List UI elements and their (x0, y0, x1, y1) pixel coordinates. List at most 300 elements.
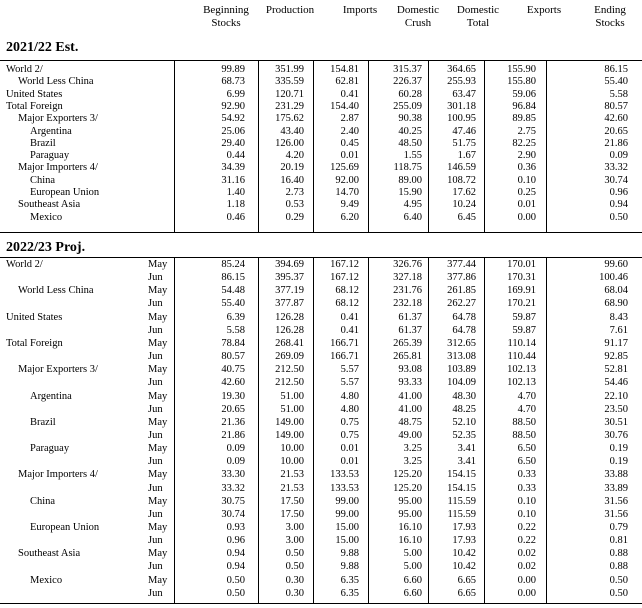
cell-production: 10.00 (280, 456, 304, 468)
cell-domestic-crush: 93.33 (398, 377, 422, 389)
cell-exports: 102.13 (507, 364, 536, 376)
cell-domestic-total: 100.95 (447, 113, 476, 125)
cell-production: 43.40 (280, 125, 304, 137)
cell-imports: 15.00 (335, 522, 359, 533)
cell-beginning-stocks: 0.94 (226, 548, 245, 560)
cell-production: 394.69 (275, 259, 304, 270)
column-divider (258, 60, 259, 233)
cell-ending-stocks: 0.19 (609, 443, 628, 455)
cell-ending-stocks: 100.46 (599, 272, 628, 284)
row-month: May (148, 337, 168, 349)
cell-imports: 9.88 (340, 561, 359, 573)
cell-imports: 5.57 (340, 364, 359, 376)
cell-ending-stocks: 55.40 (604, 76, 628, 88)
header-line: Domestic (396, 4, 440, 16)
cell-beginning-stocks: 0.46 (226, 211, 245, 223)
row-label: Total Foreign (6, 100, 63, 112)
cell-ending-stocks: 23.50 (604, 403, 628, 415)
cell-ending-stocks: 20.65 (604, 125, 628, 137)
cell-exports: 59.06 (512, 88, 536, 100)
header-ending-stocks (570, 4, 642, 30)
cell-imports: 0.45 (340, 137, 359, 149)
column-divider (368, 60, 369, 233)
cell-domestic-crush: 41.00 (398, 403, 422, 415)
cell-domestic-total: 52.35 (452, 429, 476, 441)
cell-exports: 0.36 (517, 162, 536, 174)
cell-domestic-crush: 61.37 (398, 311, 422, 323)
row-month: Jun (148, 561, 163, 573)
cell-domestic-crush: 4.95 (403, 199, 422, 211)
cell-production: 16.40 (280, 174, 304, 186)
row-month: May (148, 574, 168, 586)
cell-exports: 6.50 (517, 443, 536, 455)
cell-domestic-crush: 48.50 (398, 137, 422, 149)
column-divider (313, 60, 314, 233)
cell-domestic-crush: 61.37 (398, 324, 422, 336)
cell-beginning-stocks: 0.09 (226, 456, 245, 468)
cell-domestic-total: 17.93 (452, 535, 476, 547)
header-line: Exports (526, 4, 562, 16)
row-label: United States (6, 88, 63, 100)
row-month: Jun (148, 429, 163, 441)
cell-domestic-total: 63.47 (452, 88, 476, 100)
cell-domestic-total: 48.25 (452, 403, 476, 415)
header-line: Imports (342, 4, 378, 16)
cell-beginning-stocks: 21.86 (221, 429, 245, 441)
cell-domestic-total: 3.41 (457, 443, 476, 455)
cell-imports: 0.41 (340, 311, 359, 323)
row-month: Jun (148, 456, 163, 468)
cell-production: 0.50 (285, 561, 304, 573)
cell-production: 351.99 (275, 64, 304, 75)
row-label: World Less China (18, 285, 94, 297)
cell-beginning-stocks: 19.30 (221, 390, 245, 402)
row-month: May (148, 390, 168, 402)
header-production (250, 4, 330, 30)
header-line: Stocks (211, 17, 241, 29)
cell-ending-stocks: 80.57 (604, 100, 628, 112)
row-month: Jun (148, 272, 163, 284)
cell-production: 17.50 (280, 495, 304, 507)
cell-ending-stocks: 31.56 (604, 495, 628, 507)
cell-exports: 155.80 (507, 76, 536, 88)
cell-imports: 99.00 (335, 508, 359, 520)
cell-beginning-stocks: 30.74 (221, 508, 245, 520)
cell-imports: 4.80 (340, 403, 359, 415)
cell-domestic-total: 3.41 (457, 456, 476, 468)
row-month: Jun (148, 587, 163, 599)
cell-domestic-crush: 93.08 (398, 364, 422, 376)
cell-exports: 59.87 (512, 311, 536, 323)
cell-ending-stocks: 86.15 (604, 64, 628, 75)
cell-beginning-stocks: 68.73 (221, 76, 245, 88)
cell-domestic-crush: 3.25 (403, 443, 422, 455)
cell-beginning-stocks: 33.30 (221, 469, 245, 481)
column-divider (368, 257, 369, 603)
header-line: Beginning (203, 4, 249, 16)
cell-ending-stocks: 30.51 (604, 416, 628, 428)
cell-domestic-total: 255.93 (447, 76, 476, 88)
cell-imports: 154.81 (330, 64, 359, 75)
cell-domestic-crush: 16.10 (398, 522, 422, 533)
cell-production: 269.09 (275, 351, 304, 363)
cell-exports: 6.50 (517, 456, 536, 468)
section-title: 2021/22 Est. (6, 40, 79, 55)
cell-production: 51.00 (280, 390, 304, 402)
cell-domestic-crush: 265.81 (393, 351, 422, 363)
column-divider (484, 60, 485, 233)
row-label: European Union (30, 522, 100, 533)
cell-exports: 169.91 (507, 285, 536, 297)
cell-exports: 4.70 (517, 390, 536, 402)
row-label: Brazil (30, 416, 56, 428)
column-divider (174, 257, 175, 603)
cell-imports: 0.41 (340, 88, 359, 100)
cell-beginning-stocks: 33.32 (221, 482, 245, 494)
cell-exports: 2.75 (517, 125, 536, 137)
row-month: May (148, 469, 168, 481)
cell-production: 20.19 (280, 162, 304, 174)
cell-domestic-crush: 118.75 (393, 162, 422, 174)
cell-domestic-total: 51.75 (452, 137, 476, 149)
cell-domestic-crush: 125.20 (393, 482, 422, 494)
cell-imports: 9.88 (340, 548, 359, 560)
cell-domestic-total: 48.30 (452, 390, 476, 402)
cell-domestic-total: 377.86 (447, 272, 476, 284)
cell-domestic-total: 115.59 (447, 508, 476, 520)
cell-ending-stocks: 7.61 (609, 324, 628, 336)
row-month: Jun (148, 508, 163, 520)
column-divider (428, 60, 429, 233)
cell-ending-stocks: 31.56 (604, 508, 628, 520)
cell-ending-stocks: 52.81 (604, 364, 628, 376)
cell-domestic-total: 6.65 (457, 587, 476, 599)
cell-exports: 0.33 (517, 469, 536, 481)
row-label: Mexico (30, 574, 63, 586)
cell-production: 10.00 (280, 443, 304, 455)
cell-domestic-total: 52.10 (452, 416, 476, 428)
cell-ending-stocks: 30.74 (604, 174, 628, 186)
row-label: European Union (30, 187, 100, 198)
cell-domestic-crush: 15.90 (398, 187, 422, 198)
cell-exports: 155.90 (507, 64, 536, 75)
section-title: 2022/23 Proj. (6, 240, 86, 255)
cell-domestic-total: 312.65 (447, 337, 476, 349)
cell-imports: 6.20 (340, 211, 359, 223)
cell-beginning-stocks: 31.16 (221, 174, 245, 186)
row-label: Mexico (30, 211, 63, 223)
cell-exports: 2.90 (517, 150, 536, 162)
row-label: China (30, 174, 56, 186)
cell-beginning-stocks: 29.40 (221, 137, 245, 149)
cell-domestic-total: 10.24 (452, 199, 476, 211)
cell-imports: 166.71 (330, 337, 359, 349)
cell-domestic-crush: 255.09 (393, 100, 422, 112)
row-month: May (148, 259, 168, 270)
cell-production: 212.50 (275, 364, 304, 376)
cell-exports: 0.10 (517, 495, 536, 507)
cell-imports: 99.00 (335, 495, 359, 507)
row-month: May (148, 522, 168, 533)
cell-exports: 0.00 (517, 574, 536, 586)
cell-imports: 15.00 (335, 535, 359, 547)
cell-production: 0.29 (285, 211, 304, 223)
cell-ending-stocks: 68.04 (604, 285, 628, 297)
cell-ending-stocks: 0.81 (609, 535, 628, 547)
cell-domestic-crush: 1.55 (403, 150, 422, 162)
cell-beginning-stocks: 78.84 (221, 337, 245, 349)
header-line: Ending (594, 4, 626, 16)
cell-imports: 0.01 (340, 150, 359, 162)
cell-domestic-crush: 60.28 (398, 88, 422, 100)
row-month: Jun (148, 324, 163, 336)
row-month: May (148, 311, 168, 323)
cell-production: 377.87 (275, 298, 304, 310)
column-divider (484, 257, 485, 603)
header-line (250, 17, 330, 30)
cell-production: 212.50 (275, 377, 304, 389)
cell-production: 3.00 (285, 535, 304, 547)
column-divider (428, 257, 429, 603)
cell-ending-stocks: 68.90 (604, 298, 628, 310)
cell-imports: 9.49 (340, 199, 359, 211)
cell-exports: 0.00 (517, 587, 536, 599)
column-divider (546, 257, 547, 603)
cell-imports: 0.01 (340, 456, 359, 468)
cell-domestic-crush: 315.37 (393, 64, 422, 75)
row-label: United States (6, 311, 63, 323)
row-label: Major Importers 4/ (18, 162, 98, 174)
row-month: May (148, 495, 168, 507)
cell-imports: 0.41 (340, 324, 359, 336)
cell-domestic-crush: 6.60 (403, 587, 422, 599)
cell-beginning-stocks: 80.57 (221, 351, 245, 363)
row-month: May (148, 285, 168, 297)
cell-domestic-total: 313.08 (447, 351, 476, 363)
cell-beginning-stocks: 54.92 (221, 113, 245, 125)
cell-domestic-crush: 6.60 (403, 574, 422, 586)
header-line: Stocks (595, 17, 625, 29)
row-label: China (30, 495, 56, 507)
cell-domestic-total: 10.42 (452, 548, 476, 560)
cell-domestic-total: 17.93 (452, 522, 476, 533)
cell-ending-stocks: 0.88 (609, 548, 628, 560)
cell-imports: 6.35 (340, 574, 359, 586)
cell-exports: 0.10 (517, 508, 536, 520)
cell-ending-stocks: 0.94 (609, 199, 628, 211)
cell-imports: 154.40 (330, 100, 359, 112)
cell-imports: 6.35 (340, 587, 359, 599)
cell-production: 120.71 (275, 88, 304, 100)
cell-beginning-stocks: 20.65 (221, 403, 245, 415)
cell-exports: 110.14 (507, 337, 536, 349)
cell-imports: 166.71 (330, 351, 359, 363)
cell-domestic-total: 261.85 (447, 285, 476, 297)
cell-production: 21.53 (280, 469, 304, 481)
cell-domestic-total: 103.89 (447, 364, 476, 376)
cell-beginning-stocks: 0.09 (226, 443, 245, 455)
cell-domestic-total: 6.45 (457, 211, 476, 223)
column-divider (258, 257, 259, 603)
cell-domestic-crush: 3.25 (403, 456, 422, 468)
cell-domestic-total: 146.59 (447, 162, 476, 174)
row-label: Southeast Asia (18, 199, 81, 211)
cell-production: 17.50 (280, 508, 304, 520)
cell-exports: 110.44 (507, 351, 536, 363)
cell-imports: 133.53 (330, 482, 359, 494)
cell-exports: 102.13 (507, 377, 536, 389)
cell-beginning-stocks: 0.50 (226, 587, 245, 599)
row-month: Jun (148, 298, 163, 310)
cell-exports: 0.10 (517, 174, 536, 186)
cell-production: 149.00 (275, 416, 304, 428)
cell-beginning-stocks: 5.58 (226, 324, 245, 336)
row-month: Jun (148, 351, 163, 363)
row-month: Jun (148, 535, 163, 547)
cell-production: 0.30 (285, 587, 304, 599)
cell-beginning-stocks: 40.75 (221, 364, 245, 376)
header-line: Production (265, 4, 315, 16)
cell-beginning-stocks: 6.39 (226, 311, 245, 323)
cell-production: 377.19 (275, 285, 304, 297)
cell-domestic-total: 64.78 (452, 311, 476, 323)
cell-domestic-crush: 226.37 (393, 76, 422, 88)
cell-exports: 170.01 (507, 259, 536, 270)
cell-imports: 14.70 (335, 187, 359, 198)
cell-beginning-stocks: 54.48 (221, 285, 245, 297)
column-divider (546, 60, 547, 233)
cell-beginning-stocks: 0.50 (226, 574, 245, 586)
cell-imports: 167.12 (330, 259, 359, 270)
row-month: May (148, 416, 168, 428)
cell-ending-stocks: 30.76 (604, 429, 628, 441)
cell-imports: 0.75 (340, 416, 359, 428)
cell-domestic-total: 115.59 (447, 495, 476, 507)
cell-production: 395.37 (275, 272, 304, 284)
cell-beginning-stocks: 0.44 (226, 150, 245, 162)
cell-domestic-crush: 6.40 (403, 211, 422, 223)
cell-beginning-stocks: 1.18 (226, 199, 245, 211)
cell-ending-stocks: 21.86 (604, 137, 628, 149)
cell-production: 175.62 (275, 113, 304, 125)
cell-imports: 2.87 (340, 113, 359, 125)
header-line: Total (466, 17, 490, 29)
cell-beginning-stocks: 86.15 (221, 272, 245, 284)
row-month: May (148, 364, 168, 376)
cell-production: 126.28 (275, 324, 304, 336)
column-divider (313, 257, 314, 603)
cell-domestic-crush: 16.10 (398, 535, 422, 547)
row-label: Southeast Asia (18, 548, 81, 560)
cell-domestic-crush: 326.76 (393, 259, 422, 270)
cell-exports: 170.21 (507, 298, 536, 310)
row-month: May (148, 443, 168, 455)
cell-exports: 0.01 (517, 199, 536, 211)
cell-imports: 0.75 (340, 429, 359, 441)
cell-domestic-crush: 232.18 (393, 298, 422, 310)
cell-imports: 125.69 (330, 162, 359, 174)
cell-ending-stocks: 0.50 (609, 574, 628, 586)
cell-production: 4.20 (285, 150, 304, 162)
cell-ending-stocks: 0.19 (609, 456, 628, 468)
cell-domestic-total: 47.46 (452, 125, 476, 137)
cell-exports: 96.84 (512, 100, 536, 112)
cell-ending-stocks: 33.89 (604, 482, 628, 494)
cell-domestic-total: 17.62 (452, 187, 476, 198)
cell-domestic-crush: 41.00 (398, 390, 422, 402)
cell-exports: 170.31 (507, 272, 536, 284)
cell-production: 268.41 (275, 337, 304, 349)
cell-domestic-total: 64.78 (452, 324, 476, 336)
cell-ending-stocks: 22.10 (604, 390, 628, 402)
cell-imports: 133.53 (330, 469, 359, 481)
row-label: Paraguay (30, 443, 70, 455)
cell-production: 0.53 (285, 199, 304, 211)
cell-domestic-crush: 89.00 (398, 174, 422, 186)
row-label: Argentina (30, 390, 72, 402)
cell-exports: 88.50 (512, 416, 536, 428)
cell-exports: 0.02 (517, 561, 536, 573)
cell-domestic-total: 154.15 (447, 469, 476, 481)
cell-domestic-crush: 5.00 (403, 561, 422, 573)
row-month: Jun (148, 403, 163, 415)
row-label: World Less China (18, 76, 94, 88)
cell-ending-stocks: 0.79 (609, 522, 628, 533)
cell-domestic-total: 104.09 (447, 377, 476, 389)
cell-beginning-stocks: 55.40 (221, 298, 245, 310)
cell-imports: 92.00 (335, 174, 359, 186)
cell-imports: 167.12 (330, 272, 359, 284)
cell-domestic-total: 1.67 (457, 150, 476, 162)
cell-ending-stocks: 0.50 (609, 211, 628, 223)
cell-beginning-stocks: 0.94 (226, 561, 245, 573)
cell-ending-stocks: 5.58 (609, 88, 628, 100)
cell-domestic-crush: 40.25 (398, 125, 422, 137)
cell-ending-stocks: 0.50 (609, 587, 628, 599)
cell-domestic-crush: 48.75 (398, 416, 422, 428)
cell-beginning-stocks: 99.89 (221, 64, 245, 75)
cell-domestic-total: 364.65 (447, 64, 476, 75)
cell-domestic-crush: 95.00 (398, 508, 422, 520)
cell-imports: 0.01 (340, 443, 359, 455)
row-month: May (148, 548, 168, 560)
rule-line (0, 603, 642, 604)
cell-exports: 0.22 (517, 522, 536, 533)
cell-imports: 2.40 (340, 125, 359, 137)
row-label: Total Foreign (6, 337, 63, 349)
cell-ending-stocks: 92.85 (604, 351, 628, 363)
cell-production: 149.00 (275, 429, 304, 441)
cell-ending-stocks: 0.88 (609, 561, 628, 573)
cell-domestic-crush: 5.00 (403, 548, 422, 560)
cell-exports: 88.50 (512, 429, 536, 441)
cell-ending-stocks: 33.32 (604, 162, 628, 174)
cell-beginning-stocks: 0.93 (226, 522, 245, 533)
cell-beginning-stocks: 25.06 (221, 125, 245, 137)
cell-imports: 68.12 (335, 285, 359, 297)
cell-domestic-total: 262.27 (447, 298, 476, 310)
cell-production: 335.59 (275, 76, 304, 88)
cell-ending-stocks: 91.17 (604, 337, 628, 349)
cell-domestic-crush: 90.38 (398, 113, 422, 125)
cell-imports: 5.57 (340, 377, 359, 389)
cell-domestic-total: 154.15 (447, 482, 476, 494)
cell-exports: 0.25 (517, 187, 536, 198)
cell-beginning-stocks: 42.60 (221, 377, 245, 389)
row-label: Major Exporters 3/ (18, 364, 98, 376)
cell-domestic-total: 6.65 (457, 574, 476, 586)
row-month: Jun (148, 482, 163, 494)
